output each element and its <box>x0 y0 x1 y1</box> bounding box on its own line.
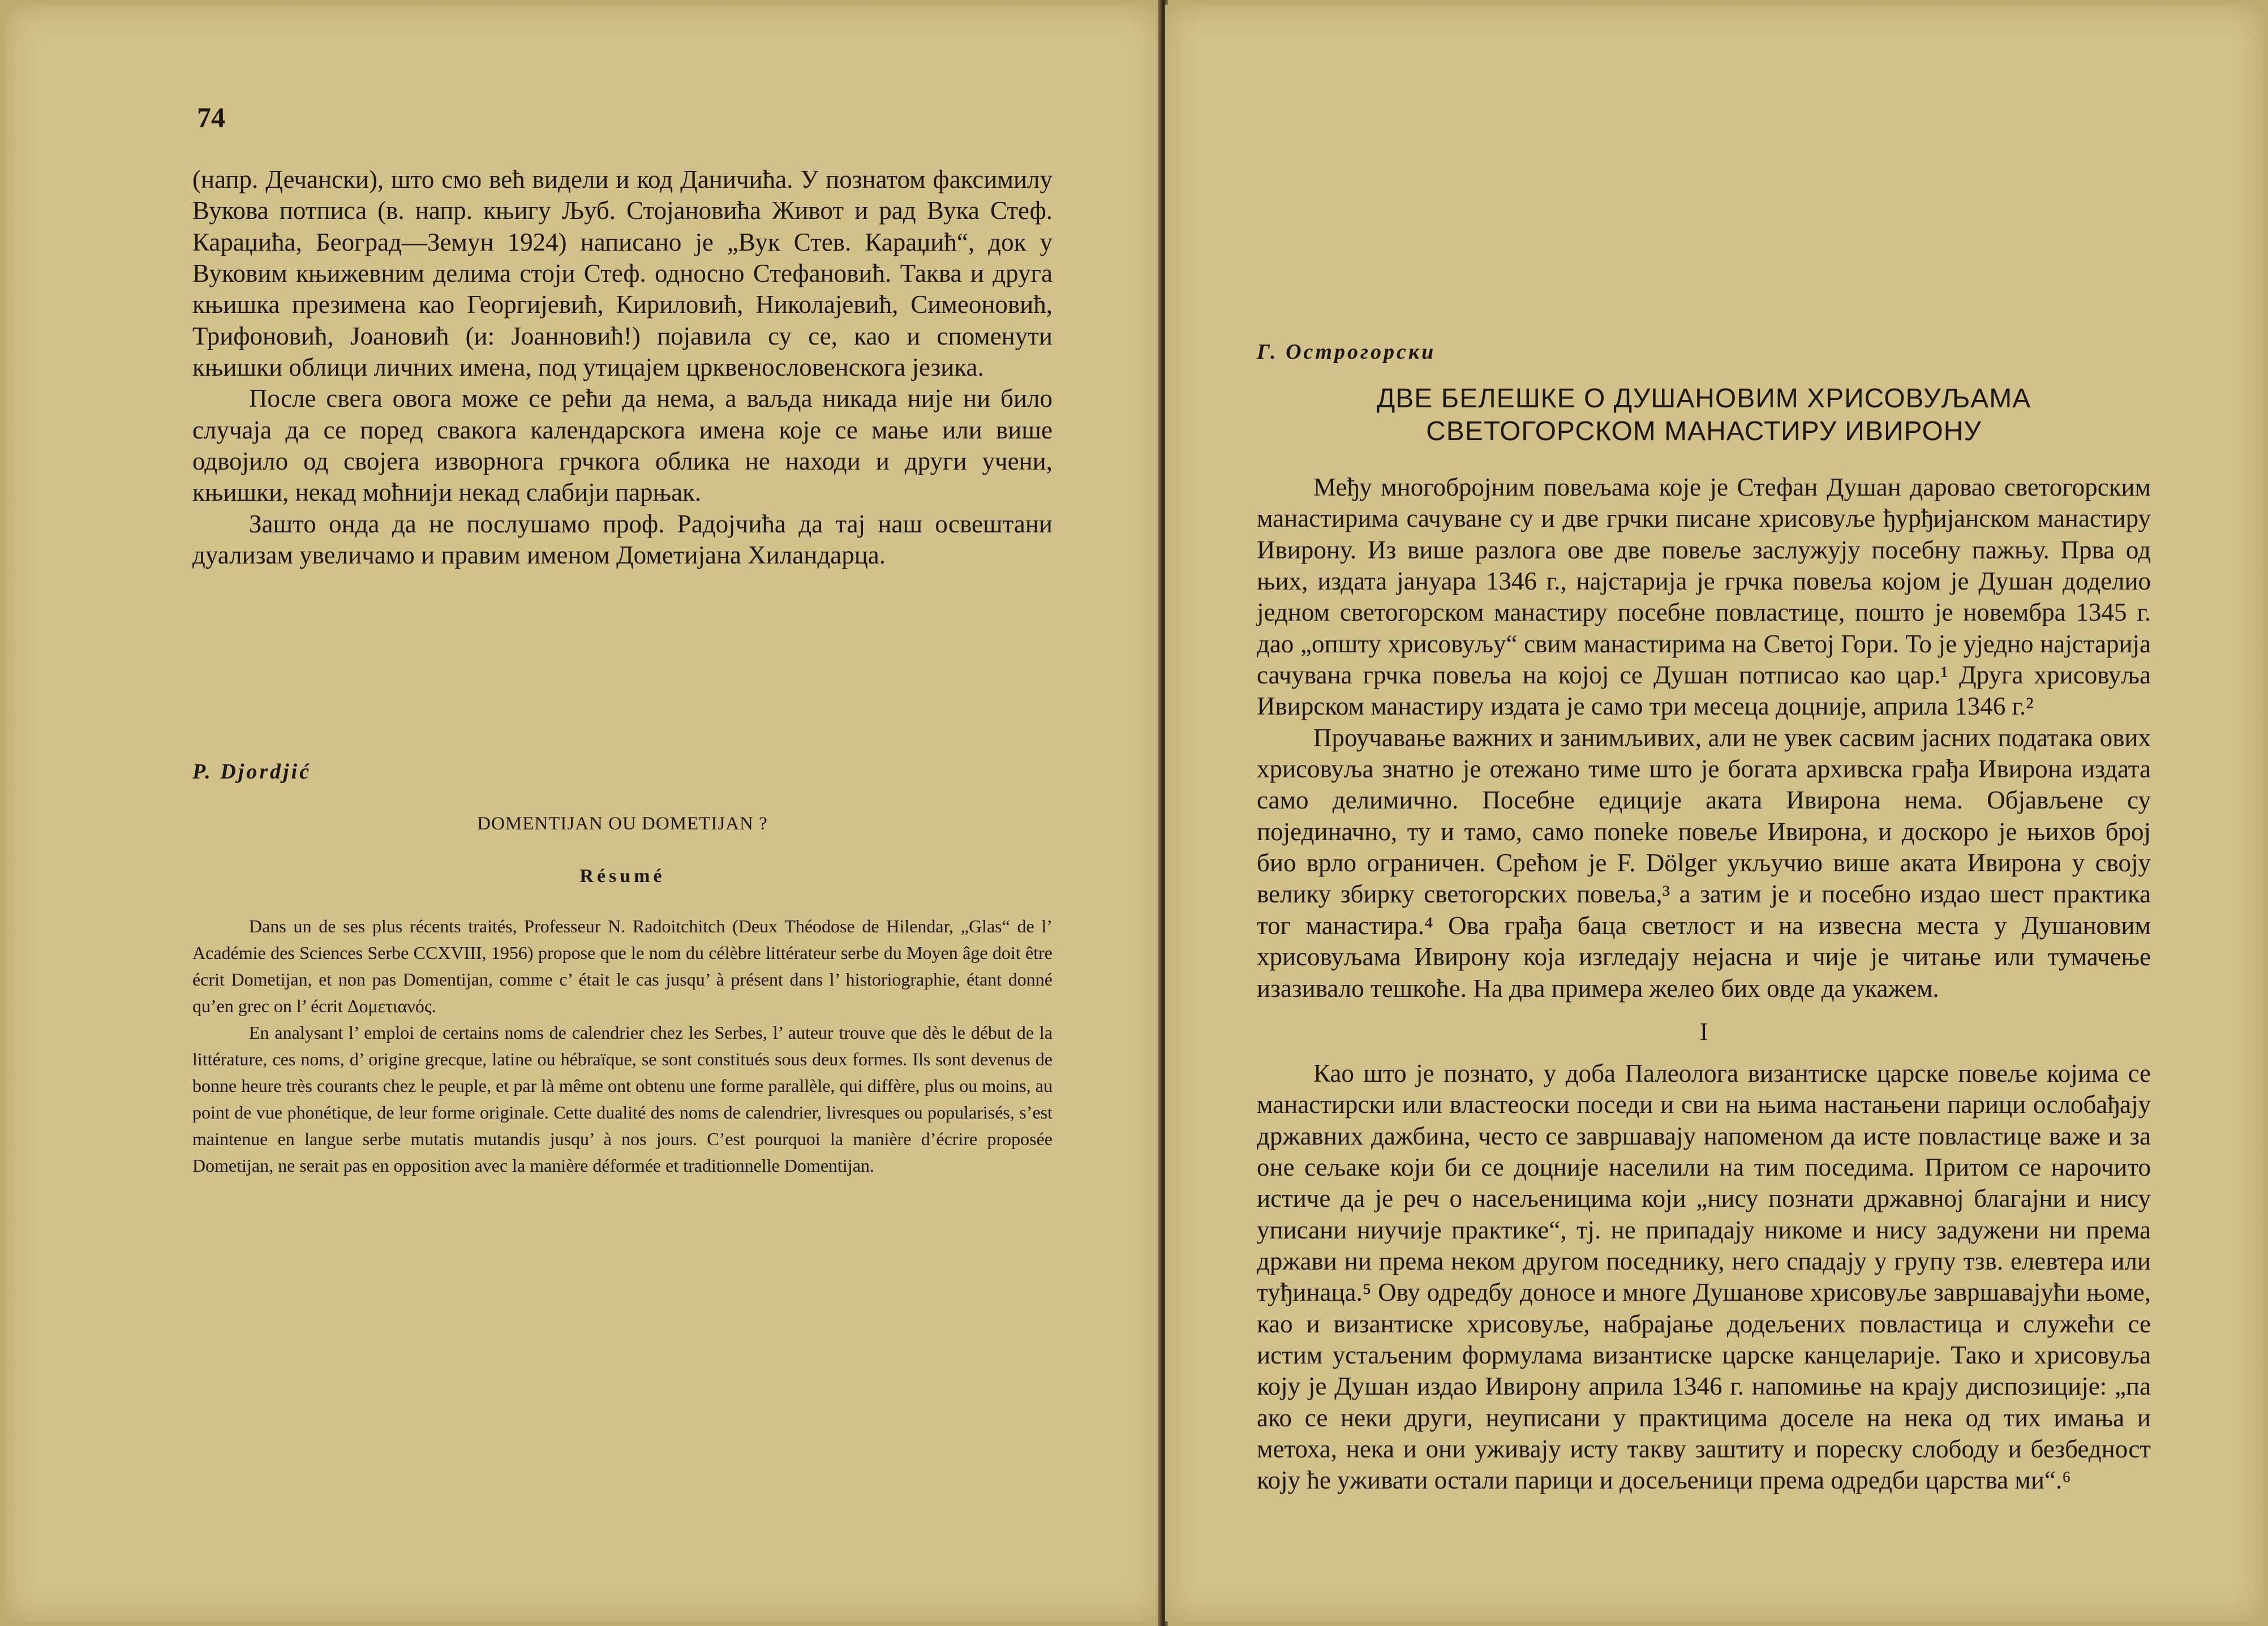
left-page <box>5 5 1162 1621</box>
resume-paragraph: Dans un de ses plus récents traités, Professeur N. Radoitchitch (Deux Théodose de Hilendar, „Glas“ de l’ Académie des Sciences Serbe CCXVIII, 1956) propose que le nom du célèbre littérateur serbe du Moyen âge doit être écrit Dometijan, et non pas Domentijan, comme c’ était le cas jusqu’ à présent dans l’ historiographie, étant donné qu’en grec on l’ écrit Δομετιανός. <box>192 916 1053 1017</box>
section-text <box>1257 1058 2151 1496</box>
continued-article-text <box>192 164 1053 571</box>
paragraph: Као што је познато, у доба Палеолога византиске царске повеље којима се манастирски или властеоски поседи и сви на њима настањени парици ослобађају државних дажбина, често се завршавају напоменом да исте повластице важе и за оне сељаке који би се доцније населили на тим поседима. Притом се нарочито истиче да је реч о насељеницима који „нису познати државној благајни и нису уписани ниучије практике“, тј. не припадају никоме и нису задужени ни према држави ни према неком другом поседнику, него спадају у групу тзв. елевтера или туђинаца.⁵ Ову одредбу доносе и многе Душанове хрисовуље завршавајући њоме, као и византиске хрисовуље, набрајање додељених повластица и служећи се истим устаљеним формулама византиске царске канцеларије. Тако и хрисовуља коју је Душан издао Ивирону априла 1346 г. напомиње на крају диспозиције: „па ако се неки други, неуписани у практицима доселе на нека од тих имања и метоха, нека и они уживају исту такву заштиту и пореску слободу и безбедност коју ће уживати остали парици и досељеници према одредби царства ми“.⁶ <box>1257 1059 2151 1495</box>
paragraph: Зашто онда да не послушамо проф. Радојчића да тај наш освештани дуализам увеличамо и правим именом Дометијана Хиландарца. <box>192 509 1053 570</box>
resume-author: P. Djordjić <box>192 760 312 784</box>
paragraph: (напр. Дечански), што смо већ видели и код Даничића. У познатом факсимилу Вукова потписа (в. напр. књигу Љуб. Стојановића Живот и рад Вука Стеф. Караџића, Београд—Земун 1924) написано је „Вук Стев. Караџић“, док у Вуковим књижевним делима стоји Стеф. односно Стефановић. Таква и друга књишка презимена као Георгијевић, Кириловић, Николајевић, Симеоновић, Трифоновић, Јоановић (и: Јоанновић!) појавила су се, као и споменути књишки облици личних имена, под утицајем црквенословенскога језика. <box>192 165 1053 382</box>
article-author: Г. Острогорски <box>1257 340 1436 364</box>
resume-title: DOMENTIJAN OU DOMETIJAN ? <box>477 814 768 834</box>
section-numeral: I <box>1699 1018 1708 1046</box>
resume-heading: Résumé <box>579 866 665 887</box>
paragraph: Међу многобројним повељама које је Стефан Душан даровао светогорским манастирима сачуване су и две грчки писане хрисовуље ђурђијанском манастиру Ивирону. Из више разлога ове две повеље заслужују посебну пажњу. Прва од њих, издата јануара 1346 г., најстарија је грчка повеља којом је Душан доделио једном светогорском манастиру посебне повластице, пошто је новембра 1345 г. дао „општу хрисовуљу“ свим манастирима на Светој Гори. То је уједно најстарија сачувана грчка повеља на којој се Душан потписао као цар.¹ Друга хрисовуља Ивирском манастиру издата је само три месеца доцније, априла 1346 г.² <box>1257 473 2151 721</box>
title-line: СВЕТОГОРСКОМ МАНАСТИРУ ИВИРОНУ <box>1426 416 1982 446</box>
resume-paragraph: En analysant l’ emploi de certains noms de calendrier chez les Serbes, l’ auteur trouve que dès le début de la littérature, ces noms, d’ origine grecque, latine ou hébraïque, se sont constitués sous deux formes. Ils sont devenus de bonne heure très courants chez le peuple, et par là même ont obtenu une forme parallèle, qui diffère, plus ou moins, au point de vue phonétique, de leur forme originale. Cette dualité des noms de calendrier, livresques ou popularisés, s’est maintenue en langue serbe mutatis mutandis jusqu’ à nos jours. C’est pourquoi la manière d’écrire proposée Dometijan, ne serait pas en opposition avec la manière déformée et traditionnelle Domentijan. <box>192 1022 1053 1176</box>
resume-text <box>192 913 1053 1179</box>
right-page <box>1165 5 2263 1621</box>
paragraph: После свега овога може се рећи да нема, а ваљда никада није ни било случаја да се поред свакога календарскога имена које се мање или више одвојило од својега изворнога грчкога облика не находи и други учени, књишки, некад моћнији некад слабији парњак. <box>192 384 1053 507</box>
article-title <box>1257 382 2151 448</box>
article-text <box>1257 472 2151 1004</box>
title-line: ДВЕ БЕЛЕШКЕ О ДУШАНОВИМ ХРИСОВУЉАМА <box>1376 384 2031 414</box>
paragraph: Проучавање важних и занимљивих, али не увек сасвим јасних података ових хрисовуља знатно је отежано тиме што је богата архивска грађа Ивирона издата само делимично. Посебне едиције аката Ивирона нема. Објављене су појединачно, ту и тамо, само поneke повеље Ивирона, и доскоро је њихов број био врло ограничен. Срећом је F. Dölger укључио више аката Ивирона у своју велику збирку светогорских повеља,³ а затим је и посебно издао шест практика тог манастира.⁴ Ова грађа баца светлост и на извесна места у Душановим хрисовуљама Ивирону која изгледају нејасна и чије је читање или тумачење изазивало тешкоће. На два примера желео бих овде да укажем. <box>1257 723 2151 1003</box>
page-number: 74 <box>197 101 225 133</box>
